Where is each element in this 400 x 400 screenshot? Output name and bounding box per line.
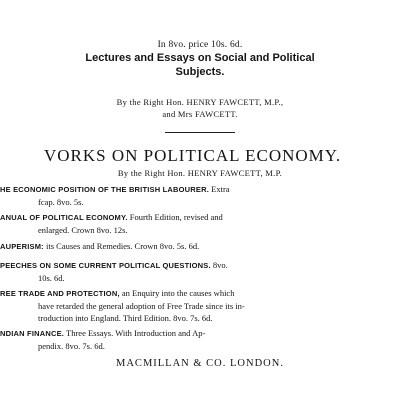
entry-title: PEECHES ON SOME CURRENT POLITICAL QUESTIONS. — [0, 261, 211, 270]
book-title-line-2: Subjects. — [175, 66, 225, 78]
price-line: In 8vo. price 10s. 6d. — [157, 40, 243, 50]
book-title-line-1: Lectures and Essays on Social and Political — [85, 52, 315, 64]
entry-continuation: enlarged. Crown 8vo. 12s. — [38, 225, 128, 235]
publisher-imprint: MACMILLAN & CO. LONDON. — [116, 358, 284, 369]
entry-title: HE ECONOMIC POSITION OF THE BRITISH LABOURER. — [0, 185, 210, 194]
entry-title: REE TRADE AND PROTECTION, — [0, 289, 120, 298]
entry-detail: 8vo. — [210, 260, 228, 270]
entry-detail: Three Essays. With Introduction and Ap- — [64, 328, 206, 338]
list-item-pauperism — [0, 240, 395, 253]
entry-detail: Fourth Edition, revised and — [127, 212, 223, 222]
book-author-line-2: and Mrs FAWCETT. — [162, 109, 238, 119]
section-heading: VORKS ON POLITICAL ECONOMY. — [44, 146, 342, 165]
divider-rule — [165, 132, 235, 133]
entry-continuation: 10s. 6d. — [38, 273, 65, 283]
entry-continuation: troduction into England. Third Edition. 8vo. 7s. 6d. — [38, 313, 213, 323]
book-author-line-1: By the Right Hon. HENRY FAWCETT, M.P., — [116, 97, 284, 107]
list-item-economic-position — [0, 183, 395, 208]
list-item-indian-finance — [0, 327, 395, 352]
entry-title: NDIAN FINANCE. — [0, 329, 65, 338]
list-item-manual-political-economy — [0, 211, 395, 236]
section-author: By the Right Hon. HENRY FAWCETT, M.P. — [117, 168, 283, 178]
entry-detail: an Enquiry into the causes which — [119, 288, 235, 298]
list-item-free-trade — [0, 287, 395, 324]
entry-continuation: fcap. 8vo. 5s. — [38, 197, 84, 207]
entry-title: ANUAL OF POLITICAL ECONOMY. — [0, 213, 128, 222]
entry-continuation: pendix. 8vo. 7s. 6d. — [38, 341, 105, 351]
entry-detail: Extra — [209, 184, 230, 194]
entry-title: AUPERISM: — [0, 242, 44, 251]
entry-continuation: have retarded the general adoption of Free Trade since its in- — [38, 301, 245, 311]
entry-detail: its Causes and Remedies. Crown 8vo. 5s. 6d. — [43, 241, 200, 251]
list-item-speeches — [0, 259, 395, 284]
